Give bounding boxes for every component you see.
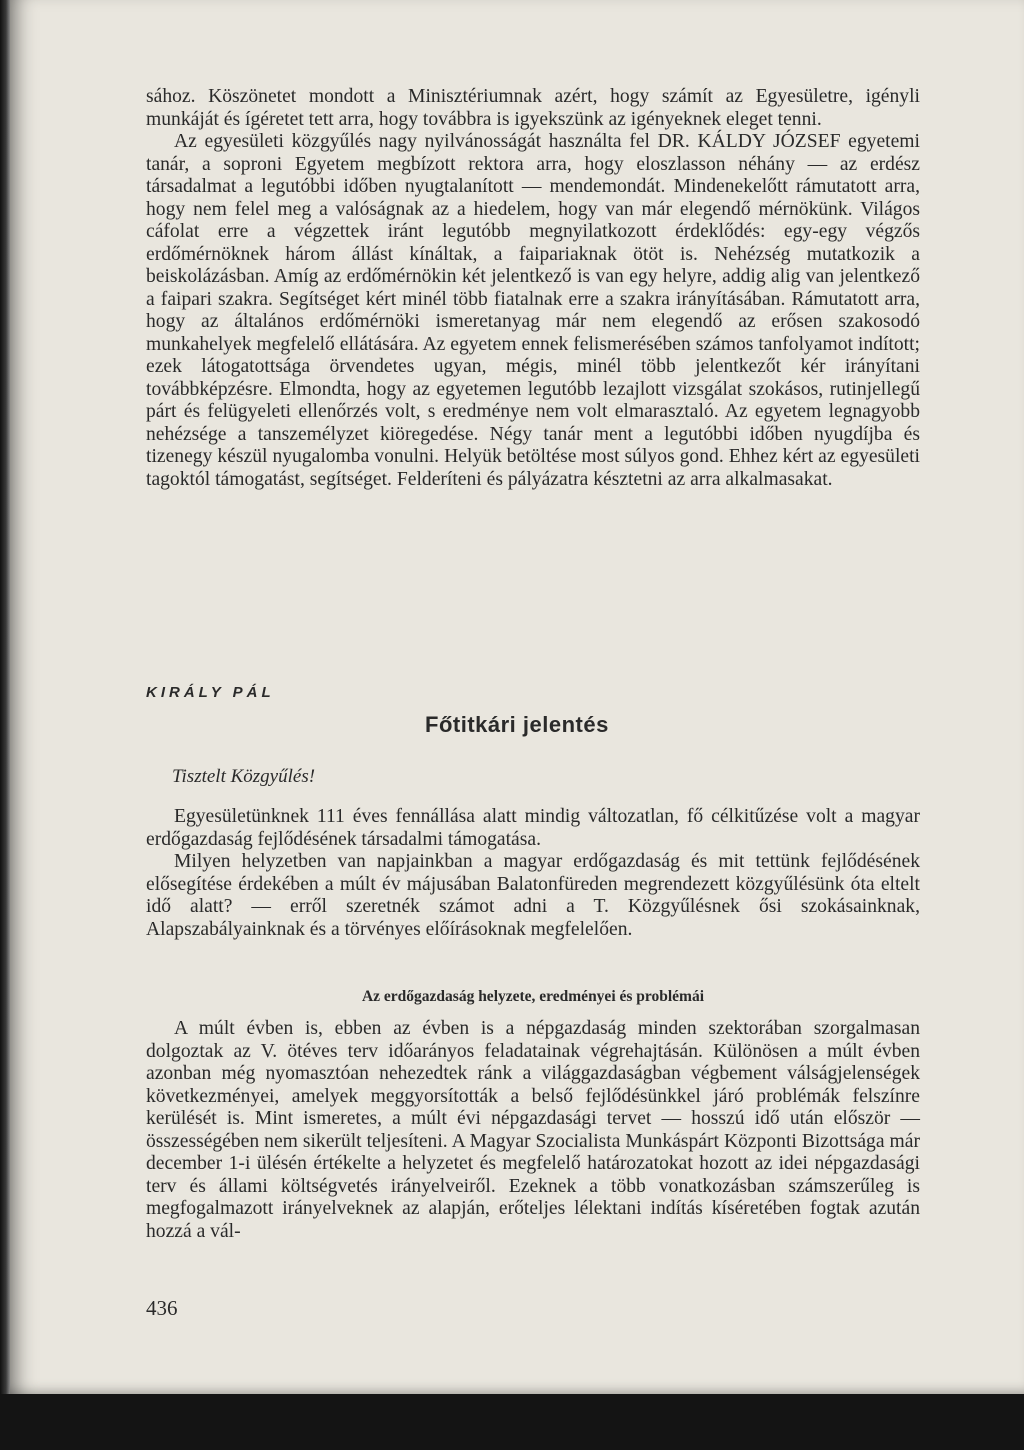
intro-text-section [146,806,920,941]
book-spine-shadow [0,0,10,1394]
section-heading: Az erdőgazdaság helyzete, eredményei és problémái [361,988,705,1005]
paragraph: A múlt évben is, ebben az évben is a népgazdaság minden szektorában szorgalmasan dolgoztak az V. ötéves terv időarányos feladatainak végrehajtásán. Különösen a múlt évben azonban még nyomasztóan nehezedtek ránk a világgazdaságban végbement válságjelenségek következményei, amelyek meggyorsították a belső fejlődésünkkel járó problémák felszínre kerülését is. Mint ismeretes, a múlt évi népgazdasági tervet — hosszú idő után először — összességében nem sikerült teljesíteni. A Magyar Szocialista Munkáspárt Központi Bizottsága már december 1-i ülésén értékelte a helyzetet és megfelelő határozatokat hozott az idei népgazdasági terv és állami költségvetés irányelveiről. Ezeknek a több vonatkozásban számszerűleg is megfogalmazott irányelveknek az alapján, erőteljes lélektani indítás kíséretében fogtak azután hozzá a vál- [146,1018,920,1242]
body-text-section [146,1018,920,1243]
paragraph: Egyesületünknek 111 éves fennállása alatt mindig változatlan, fő célkitűzése volt a magyar erdőgazdaság fejlődésének társadalmi támogatása. [146,806,920,850]
continued-text-section [146,86,920,491]
salutation: Tisztelt Közgyűlés! [172,766,316,787]
paragraph: Milyen helyzetben van napjainkban a magyar erdőgazdaság és mit tettünk fejlődésének elősegítése érdekében a múlt év májusában Balatonfüreden megrendezett közgyűlésünk óta eltelt idő alatt? — erről szeretnék számot adni a T. Közgyűlésnek ősi szokásainknak, Alapszabályainknak és a törvényes előírásoknak megfelelően. [146,851,920,940]
paragraph: Az egyesületi közgyűlés nagy nyilvánosságát használta fel DR. KÁLDY JÓZSEF egyetemi tanár, a soproni Egyetem megbízott rektora arra, hogy eloszlasson néhány — az erdész társadalmat a legutóbbi időben nyugtalanított — mendemondát. Mindenekelőtt rámutatott arra, hogy nem felel meg a valóságnak az a hiedelem, hogy van már elegendő mérnökünk. Világos cáfolat erre a végzettek iránt legutóbb megnyilatkozott érdeklődés: egy-egy végzős erdőmérnöknek három állást kínáltak, a faipariaknak ötöt is. Nehézség mutatkozik a beiskolázásban. Amíg az erdőmérnökin két jelentkező is van egy helyre, addig alig van jelentkező a faipari szakra. Segítséget kért minél több fiatalnak erre a szakra irányításában. Rámutatott arra, hogy az általános erdőmérnöki ismeretanyag már nem elegendő az erősen szakosodó munkahelyek megfelelő ellátására. Az egyetem ennek felismerésében számos tanfolyamot indított; ezek látogatottsága örvendetes ugyan, mégis, minél több jelentkezőt kér irányítani továbbképzésre. Elmondta, hogy az egyetemen legutóbb lezajlott vizsgálat szokásos, rutinjellegű párt és felügyeleti ellenőrzés volt, s eredménye nem volt elmarasztaló. Az egyetem legnagyobb nehézsége a tanszemélyzet kiöregedése. Négy tanár ment a legutóbbi időben nyugdíjba és tizenegy készül nyugalomba vonulni. Helyük betöltése most súlyos gond. Ehhez kért az egyesületi tagoktól támogatást, segítséget. Felderíteni és pályázatra késztetni az arra alkalmasakat. [146,131,920,490]
scan-bottom-edge [0,1394,1024,1450]
article-title: Főtitkári jelentés [425,712,609,737]
page-number: 436 [146,1296,178,1320]
paragraph: sához. Köszönetet mondott a Minisztériumnak azért, hogy számít az Egyesületre, igényli munkáját és ígéretet tett arra, hogy továbbra is igyekszünk az igényeknek eleget tenni. [146,86,920,130]
author-name: KIRÁLY PÁL [146,684,275,701]
